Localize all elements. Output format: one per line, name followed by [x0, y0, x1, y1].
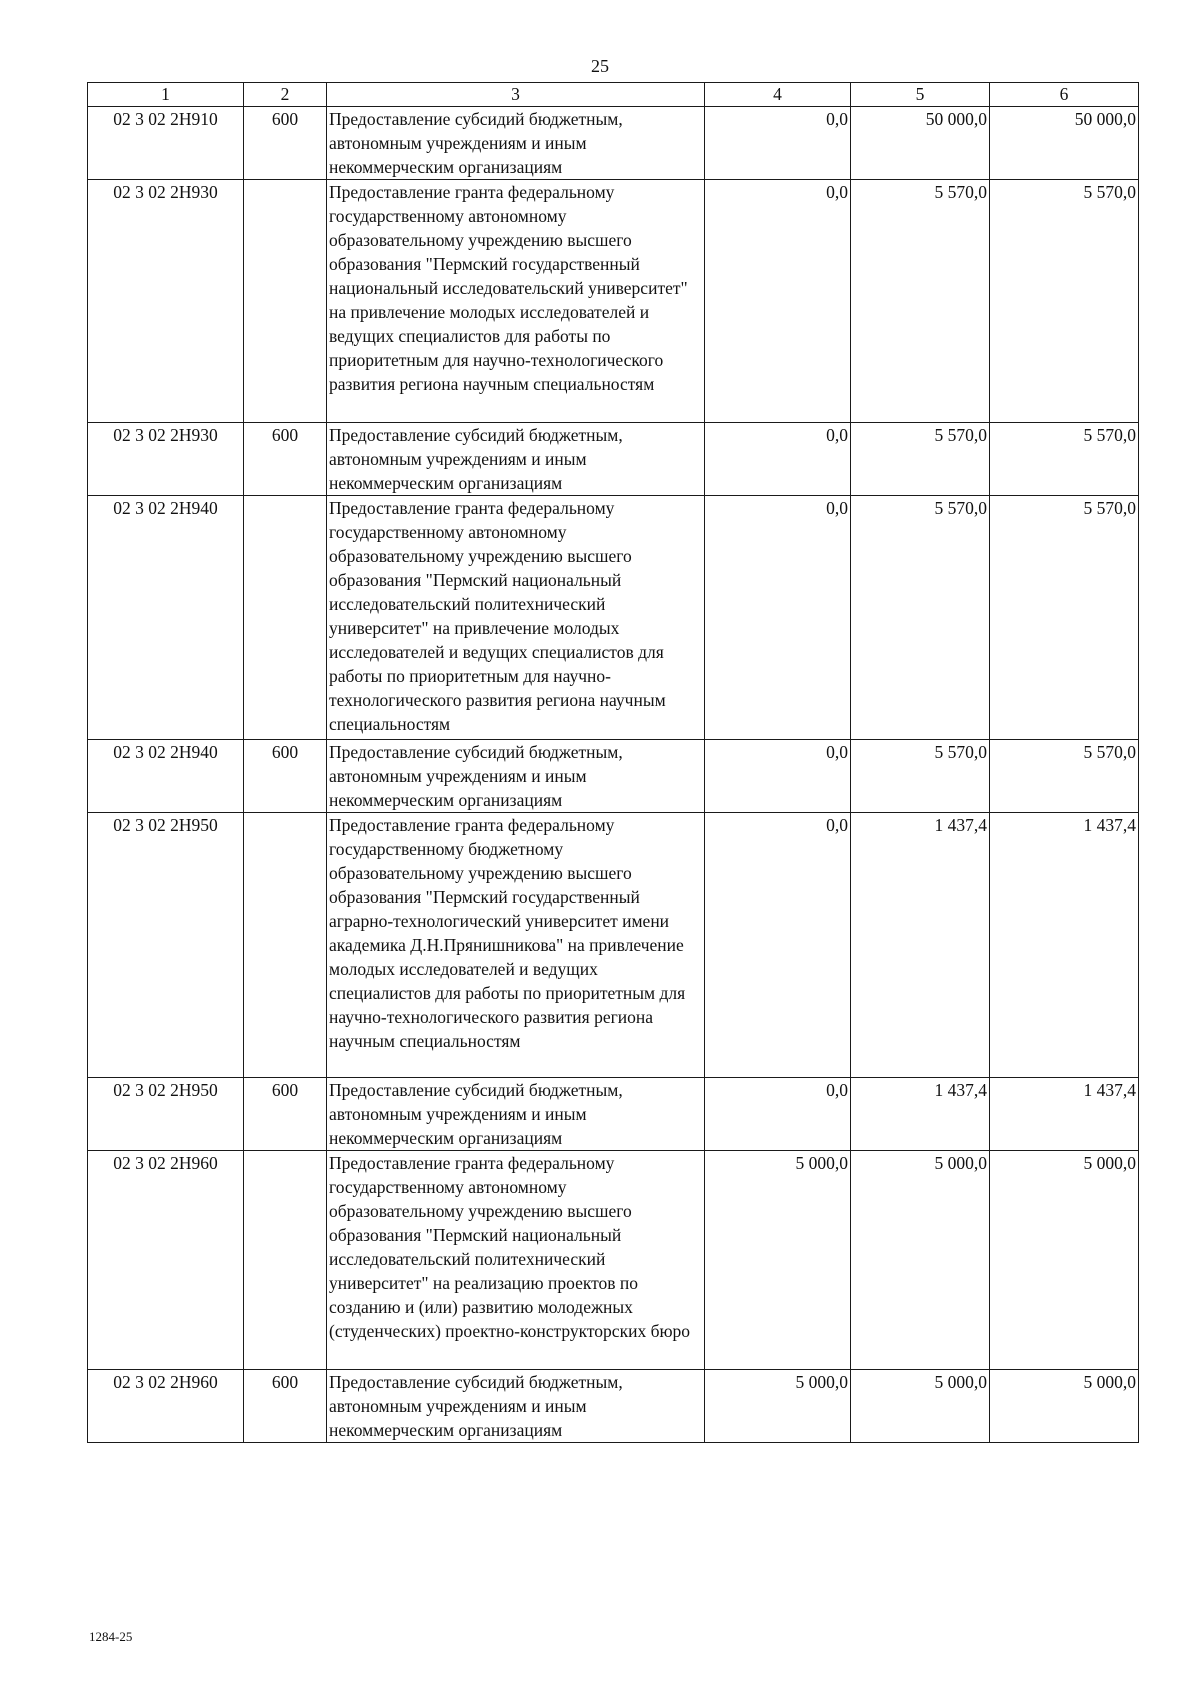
amount-col6-cell: 50 000,0: [990, 107, 1139, 180]
description-cell: Предоставление гранта федеральному государственному автономному образовательному учреждению высшего образования "Пермский национальный исследовательский политехнический университет" на привлечение молодых исследователей и ведущих специалистов для работы по приоритетным для научно-технологического развития региона научным специальностям: [327, 496, 705, 740]
header-row: [88, 83, 1139, 107]
column-header-6: 6: [990, 83, 1139, 107]
amount-col5-cell: 1 437,4: [851, 1078, 990, 1151]
target-code-cell: 02 3 02 2Н930: [88, 180, 244, 423]
table-header: [88, 83, 1139, 107]
table-row: [88, 107, 1139, 180]
description-cell: Предоставление гранта федеральному государственному автономному образовательному учреждению высшего образования "Пермский национальный исследовательский политехнический университет" на реализацию проектов по созданию и (или) развитию молодежных (студенческих) проектно-конструкторских бюро: [327, 1151, 705, 1370]
expense-kind-cell: 600: [244, 107, 327, 180]
expense-kind-cell: [244, 496, 327, 740]
description-cell: Предоставление субсидий бюджетным, автономным учреждениям и иным некоммерческим организациям: [327, 107, 705, 180]
expense-kind-cell: 600: [244, 740, 327, 813]
description-cell: Предоставление субсидий бюджетным, автономным учреждениям и иным некоммерческим организациям: [327, 1370, 705, 1443]
amount-col4-cell: 0,0: [705, 740, 851, 813]
amount-col4-cell: 5 000,0: [705, 1151, 851, 1370]
table-row: [88, 496, 1139, 740]
amount-col5-cell: 50 000,0: [851, 107, 990, 180]
expense-kind-cell: 600: [244, 1078, 327, 1151]
amount-col6-cell: 5 000,0: [990, 1151, 1139, 1370]
amount-col5-cell: 5 570,0: [851, 180, 990, 423]
table-row: [88, 423, 1139, 496]
table-row: [88, 740, 1139, 813]
target-code-cell: 02 3 02 2Н930: [88, 423, 244, 496]
column-header-2: 2: [244, 83, 327, 107]
amount-col5-cell: 5 000,0: [851, 1151, 990, 1370]
description-cell: Предоставление гранта федеральному государственному бюджетному образовательному учреждению высшего образования "Пермский государственный аграрно-технологический университет имени академика Д.Н.Прянишникова" на привлечение молодых исследователей и ведущих специалистов для работы по приоритетным для научно-технологического развития региона научным специальностям: [327, 813, 705, 1078]
expense-kind-cell: 600: [244, 1370, 327, 1443]
target-code-cell: 02 3 02 2Н960: [88, 1151, 244, 1370]
amount-col4-cell: 0,0: [705, 423, 851, 496]
column-header-5: 5: [851, 83, 990, 107]
amount-col4-cell: 0,0: [705, 813, 851, 1078]
column-header-3: 3: [327, 83, 705, 107]
document-footer-code: 1284-25: [89, 1629, 133, 1644]
amount-col5-cell: 5 000,0: [851, 1370, 990, 1443]
table-row: [88, 1370, 1139, 1443]
description-cell: Предоставление субсидий бюджетным, автономным учреждениям и иным некоммерческим организациям: [327, 423, 705, 496]
amount-col6-cell: 5 570,0: [990, 496, 1139, 740]
amount-col6-cell: 1 437,4: [990, 1078, 1139, 1151]
amount-col5-cell: 5 570,0: [851, 423, 990, 496]
table-row: [88, 1151, 1139, 1370]
target-code-cell: 02 3 02 2Н950: [88, 813, 244, 1078]
amount-col6-cell: 5 570,0: [990, 423, 1139, 496]
target-code-cell: 02 3 02 2Н940: [88, 496, 244, 740]
amount-col6-cell: 5 000,0: [990, 1370, 1139, 1443]
amount-col4-cell: 0,0: [705, 180, 851, 423]
amount-col6-cell: 1 437,4: [990, 813, 1139, 1078]
description-cell: Предоставление гранта федеральному государственному автономному образовательному учреждению высшего образования "Пермский государственный национальный исследовательский университет" на привлечение молодых исследователей и ведущих специалистов для работы по приоритетным для научно-технологического развития региона научным специальностям: [327, 180, 705, 423]
budget-table: [87, 82, 1139, 1443]
expense-kind-cell: [244, 813, 327, 1078]
table-body: [88, 107, 1139, 1443]
amount-col5-cell: 1 437,4: [851, 813, 990, 1078]
table-row: [88, 1078, 1139, 1151]
table-row: [88, 813, 1139, 1078]
amount-col5-cell: 5 570,0: [851, 496, 990, 740]
column-header-4: 4: [705, 83, 851, 107]
amount-col4-cell: 5 000,0: [705, 1370, 851, 1443]
amount-col4-cell: 0,0: [705, 1078, 851, 1151]
target-code-cell: 02 3 02 2Н960: [88, 1370, 244, 1443]
amount-col6-cell: 5 570,0: [990, 740, 1139, 813]
amount-col4-cell: 0,0: [705, 107, 851, 180]
amount-col4-cell: 0,0: [705, 496, 851, 740]
expense-kind-cell: [244, 180, 327, 423]
amount-col5-cell: 5 570,0: [851, 740, 990, 813]
target-code-cell: 02 3 02 2Н940: [88, 740, 244, 813]
expense-kind-cell: 600: [244, 423, 327, 496]
target-code-cell: 02 3 02 2Н910: [88, 107, 244, 180]
target-code-cell: 02 3 02 2Н950: [88, 1078, 244, 1151]
description-cell: Предоставление субсидий бюджетным, автономным учреждениям и иным некоммерческим организациям: [327, 1078, 705, 1151]
description-cell: Предоставление субсидий бюджетным, автономным учреждениям и иным некоммерческим организациям: [327, 740, 705, 813]
page-number: 25: [591, 56, 609, 76]
column-header-1: 1: [88, 83, 244, 107]
expense-kind-cell: [244, 1151, 327, 1370]
amount-col6-cell: 5 570,0: [990, 180, 1139, 423]
table-row: [88, 180, 1139, 423]
